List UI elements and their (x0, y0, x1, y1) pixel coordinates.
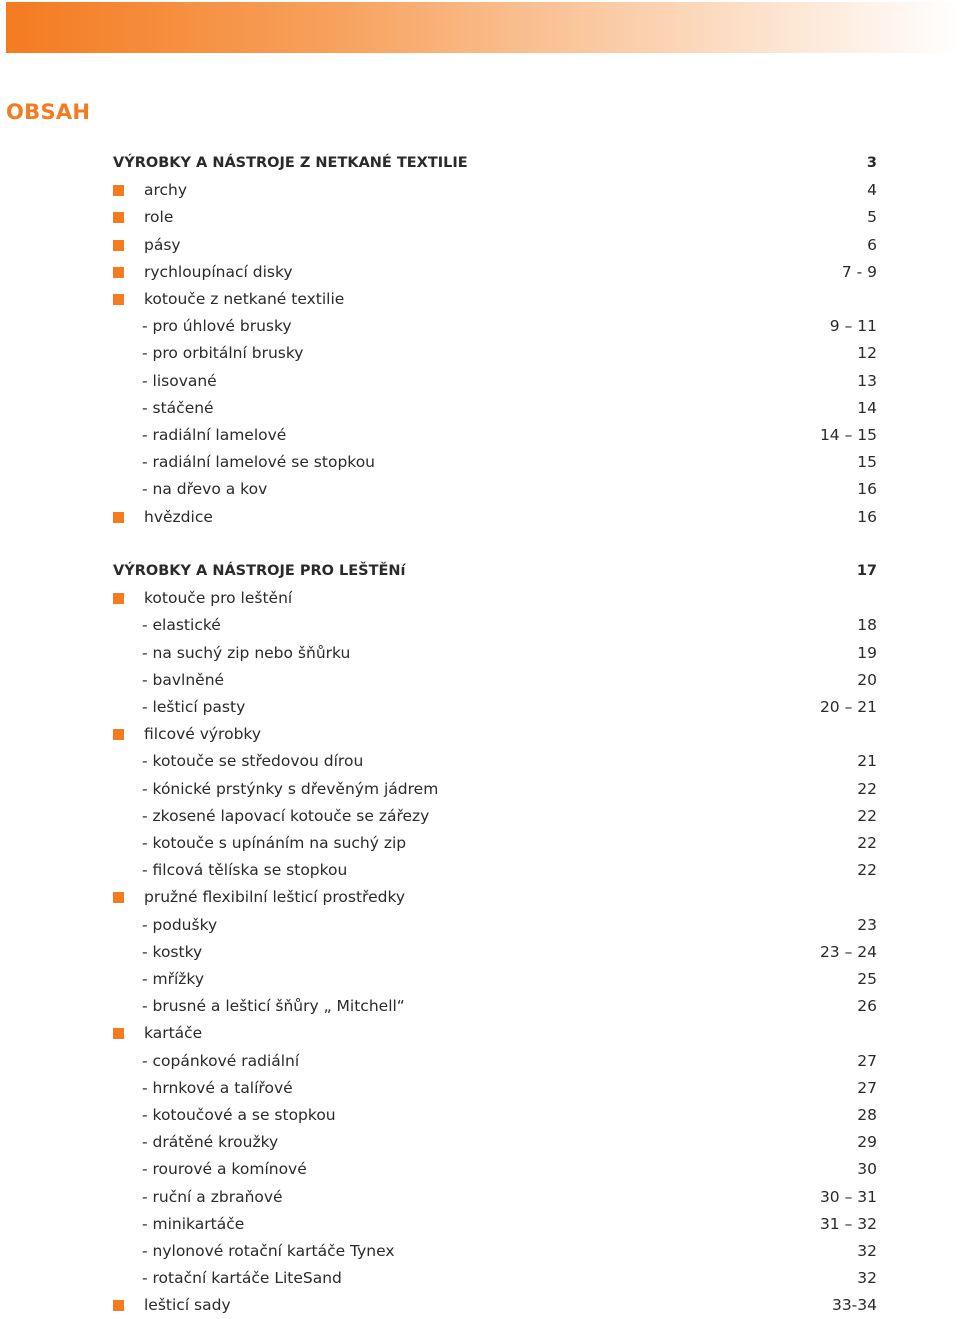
entry-page-number: 23 (857, 915, 877, 934)
entry-page-number: 23 – 24 (819, 942, 877, 961)
toc-subentry[interactable] (113, 939, 877, 966)
entry-page-number: 22 (857, 834, 877, 852)
entry-page-number: 29 (857, 1133, 877, 1152)
entry-label: - filcová tělíska se stopkou (142, 861, 348, 880)
toc-subentry[interactable] (113, 830, 877, 857)
toc-subentry[interactable] (113, 1102, 877, 1129)
bullet-square-icon (113, 1300, 124, 1311)
bullet-square-icon (113, 212, 124, 223)
entry-page-number: 27 (857, 1078, 877, 1097)
entry-page-number: 30 – 31 (819, 1187, 877, 1206)
entry-page-number: 33-34 (831, 1296, 877, 1315)
bullet-square-icon (113, 892, 124, 903)
entry-page-number: 32 (857, 1269, 877, 1288)
entry-label: - kotouče s upínáním na suchý zip (142, 834, 407, 852)
toc-entry[interactable] (113, 286, 877, 313)
entry-page-number: 28 (857, 1106, 877, 1124)
entry-page-number: 31 – 32 (819, 1214, 877, 1233)
entry-label: archy (144, 181, 188, 200)
entry-page-number: 7 - 9 (841, 262, 877, 281)
entry-label: - stáčené (142, 398, 214, 417)
toc-subentry[interactable] (113, 1238, 877, 1265)
entry-label: - bavlněné (142, 670, 225, 689)
entry-page-number: 20 (857, 670, 877, 689)
entry-label: - podušky (142, 915, 218, 934)
entry-label: - pro orbitální brusky (142, 344, 304, 363)
toc-subentry[interactable] (113, 476, 877, 503)
toc-entry[interactable] (113, 232, 877, 259)
entry-page-number: 16 (857, 480, 877, 499)
toc-subentry[interactable] (113, 803, 877, 830)
entry-label: - elastické (142, 616, 221, 635)
entry-label: - kotoučové a se stopkou (142, 1106, 336, 1124)
toc-subentry[interactable] (113, 912, 877, 939)
entry-label: - kónické prstýnky s dřevěným jádrem (142, 779, 439, 798)
entry-page-number: 22 (857, 779, 877, 798)
entry-page-number: 19 (857, 643, 877, 662)
toc-entry[interactable] (113, 884, 877, 911)
entry-page-number: 4 (867, 181, 877, 200)
toc-subentry[interactable] (113, 1265, 877, 1292)
toc-subentry[interactable] (113, 857, 877, 884)
entry-page-number: 5 (867, 208, 877, 227)
toc-subentry[interactable] (113, 368, 877, 395)
entry-label: - kotouče se středovou dírou (142, 752, 364, 771)
entry-label: - lešticí pasty (142, 698, 246, 716)
toc-entry[interactable] (113, 204, 877, 231)
entry-page-number: 9 – 11 (829, 317, 877, 336)
bullet-square-icon (113, 729, 124, 740)
entry-page-number: 6 (867, 235, 877, 254)
entry-page-number: 26 (857, 997, 877, 1016)
entry-label: - drátěné kroužky (142, 1133, 279, 1152)
entry-page-number: 13 (857, 371, 877, 390)
entry-label: pružné flexibilní lešticí prostředky (144, 888, 406, 907)
bullet-square-icon (113, 240, 124, 251)
entry-page-number: 14 (857, 398, 877, 417)
page-title: OBSAH (6, 100, 91, 124)
toc-subentry[interactable] (113, 1184, 877, 1211)
entry-label: - lisované (142, 371, 217, 390)
toc-subentry[interactable] (113, 1156, 877, 1183)
entry-page-number: 22 (857, 861, 877, 880)
toc-entry[interactable] (113, 721, 877, 748)
toc-subentry[interactable] (113, 1129, 877, 1156)
entry-page-number: 32 (857, 1242, 877, 1260)
entry-page-number: 12 (857, 344, 877, 363)
entry-page-number: 21 (857, 752, 877, 771)
toc-section-heading[interactable] (113, 150, 877, 177)
entry-label: - brusné a lešticí šňůry „ Mitchell“ (142, 997, 405, 1016)
entry-page-number: 22 (857, 806, 877, 825)
entry-label: filcové výrobky (144, 725, 262, 744)
entry-label: - nylonové rotační kartáče Tynex (142, 1242, 395, 1260)
toc-subentry[interactable] (113, 694, 877, 721)
entry-label: - radiální lamelové se stopkou (142, 453, 376, 472)
header-gradient-bar (6, 2, 960, 53)
entry-label: kotouče z netkané textilie (144, 290, 345, 308)
toc-subentry[interactable] (113, 776, 877, 803)
entry-label: - rotační kartáče LiteSand (142, 1269, 342, 1288)
entry-label: lešticí sady (144, 1296, 231, 1315)
toc-subentry[interactable] (113, 340, 877, 367)
toc-entry[interactable] (113, 177, 877, 204)
toc-subentry[interactable] (113, 422, 877, 449)
entry-page-number: 20 – 21 (819, 698, 877, 716)
entry-page-number: 27 (857, 1051, 877, 1070)
entry-label: - zkosené lapovací kotouče se zářezy (142, 806, 430, 825)
entry-label: - hrnkové a talířové (142, 1078, 293, 1097)
entry-label: - radiální lamelové (142, 426, 287, 444)
toc-subentry[interactable] (113, 612, 877, 639)
bullet-square-icon (113, 267, 124, 278)
toc-subentry[interactable] (113, 667, 877, 694)
toc-entry[interactable] (113, 259, 877, 286)
section-page-number: 17 (856, 563, 877, 579)
entry-label: kartáče (144, 1024, 203, 1043)
toc-subentry[interactable] (113, 640, 877, 667)
toc-entry[interactable] (113, 585, 877, 612)
entry-label: rychloupínací disky (144, 262, 293, 281)
toc-entry[interactable] (113, 1292, 877, 1319)
toc-subentry[interactable] (113, 449, 877, 476)
toc-section-heading[interactable] (113, 558, 877, 585)
entry-label: kotouče pro leštění (144, 589, 293, 608)
bullet-square-icon (113, 185, 124, 196)
bullet-square-icon (113, 512, 124, 523)
toc-entry[interactable] (113, 504, 877, 531)
entry-page-number: 14 – 15 (819, 426, 877, 444)
toc-subentry[interactable] (113, 993, 877, 1020)
entry-label: - minikartáče (142, 1214, 245, 1233)
entry-label: - kostky (142, 942, 203, 961)
entry-label: role (144, 208, 174, 227)
toc-subentry[interactable] (113, 1075, 877, 1102)
entry-label: pásy (144, 235, 181, 254)
entry-page-number: 16 (857, 507, 877, 526)
toc-entry[interactable] (113, 1020, 877, 1047)
toc-subentry[interactable] (113, 1048, 877, 1075)
entry-label: - na suchý zip nebo šňůrku (142, 643, 351, 662)
entry-label: hvězdice (144, 507, 213, 526)
entry-page-number: 18 (857, 616, 877, 635)
entry-label: - ruční a zbraňové (142, 1187, 283, 1206)
bullet-square-icon (113, 1028, 124, 1039)
entry-page-number: 30 (857, 1160, 877, 1179)
toc-subentry[interactable] (113, 1211, 877, 1238)
toc-subentry[interactable] (113, 395, 877, 422)
entry-page-number: 25 (857, 970, 877, 988)
section-title: VÝROBKY A NÁSTROJE PRO LEŠTĚNí (113, 563, 406, 579)
toc-subentry[interactable] (113, 313, 877, 340)
toc-subentry[interactable] (113, 966, 877, 993)
toc-subentry[interactable] (113, 748, 877, 775)
bullet-square-icon (113, 294, 124, 305)
entry-label: - copánkové radiální (142, 1051, 300, 1070)
section-title: VÝROBKY A NÁSTROJE Z NETKANÉ TEXTILIE (113, 155, 468, 171)
entry-label: - mřížky (142, 970, 205, 988)
section-page-number: 3 (866, 155, 877, 171)
bullet-square-icon (113, 593, 124, 604)
entry-label: - na dřevo a kov (142, 480, 268, 499)
entry-label: - pro úhlové brusky (142, 317, 292, 336)
entry-page-number: 15 (857, 453, 877, 472)
entry-label: - rourové a komínové (142, 1160, 307, 1179)
